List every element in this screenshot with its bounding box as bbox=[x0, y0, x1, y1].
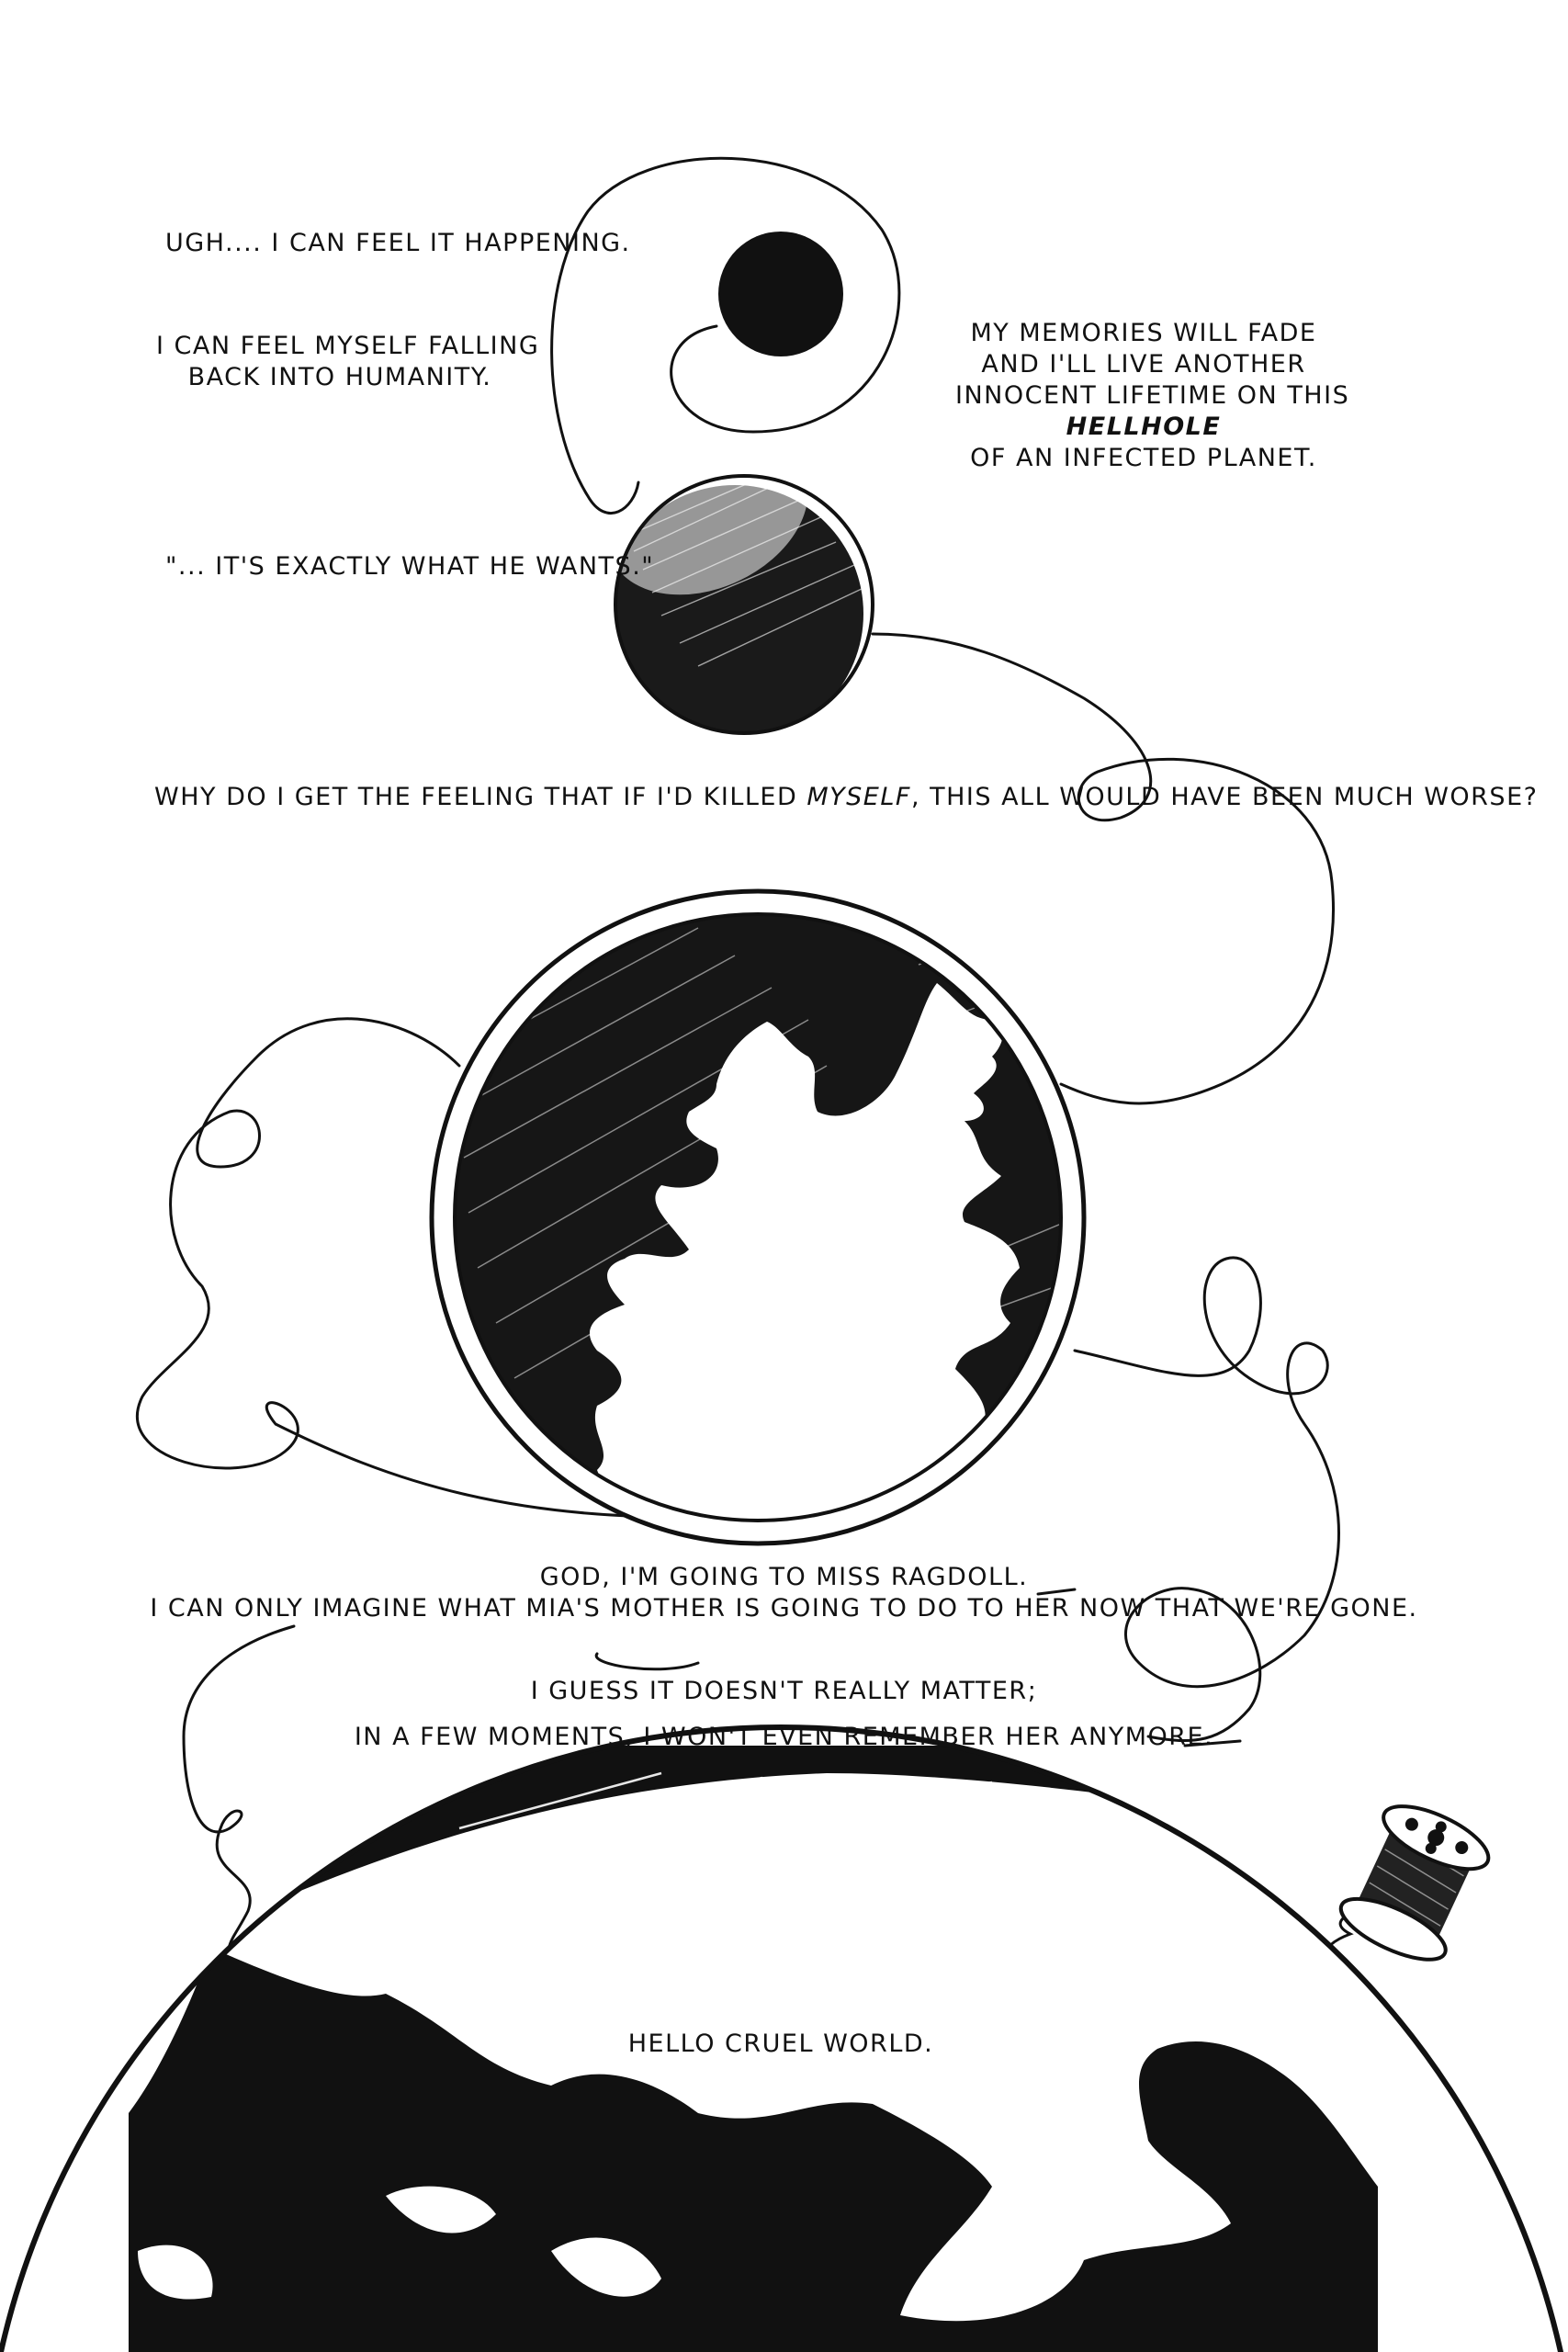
caption-miss-ragdoll: GOD, I'M GOING TO MISS RAGDOLL. I CAN ONLY IMAGINE WHAT MIA'S MOTHER IS GOING TO DO TO HER NOW THAT WE'RE GONE. bbox=[150, 1563, 1418, 1623]
myself-emphasis: MYSELF bbox=[807, 783, 911, 811]
caption-doesnt-matter: I GUESS IT DOESN'T REALLY MATTER; IN A FEW MOMENTS, I WON'T EVEN REMEMBER HER ANYMORE. bbox=[354, 1677, 1214, 1751]
caption-feel-it-happening: UGH.... I CAN FEEL IT HAPPENING. bbox=[165, 229, 631, 257]
caption-falling-back: I CAN FEEL MYSELF FALLING BACK INTO HUMANITY. bbox=[156, 332, 540, 391]
caption-killed-myself: WHY DO I GET THE FEELING THAT IF I'D KILLED MYSELF, THIS ALL WOULD HAVE BEEN MUCH WORSE? bbox=[154, 783, 1539, 811]
planet-icon bbox=[432, 891, 1084, 1553]
thread-spool-icon bbox=[1333, 1793, 1496, 1972]
caption-what-he-wants: "... IT'S EXACTLY WHAT HE WANTS." bbox=[165, 552, 655, 581]
black-moon-icon bbox=[718, 232, 843, 356]
caption-memories-fade: MY MEMORIES WILL FADE AND I'LL LIVE ANOTHER INNOCENT LIFETIME ON THIS HELLHOLE OF AN INFECTED PLANET. bbox=[955, 319, 1350, 472]
hellhole-emphasis: HELLHOLE bbox=[1066, 413, 1222, 441]
caption-hello-cruel-world: HELLO CRUEL WORLD. bbox=[627, 2030, 934, 2058]
